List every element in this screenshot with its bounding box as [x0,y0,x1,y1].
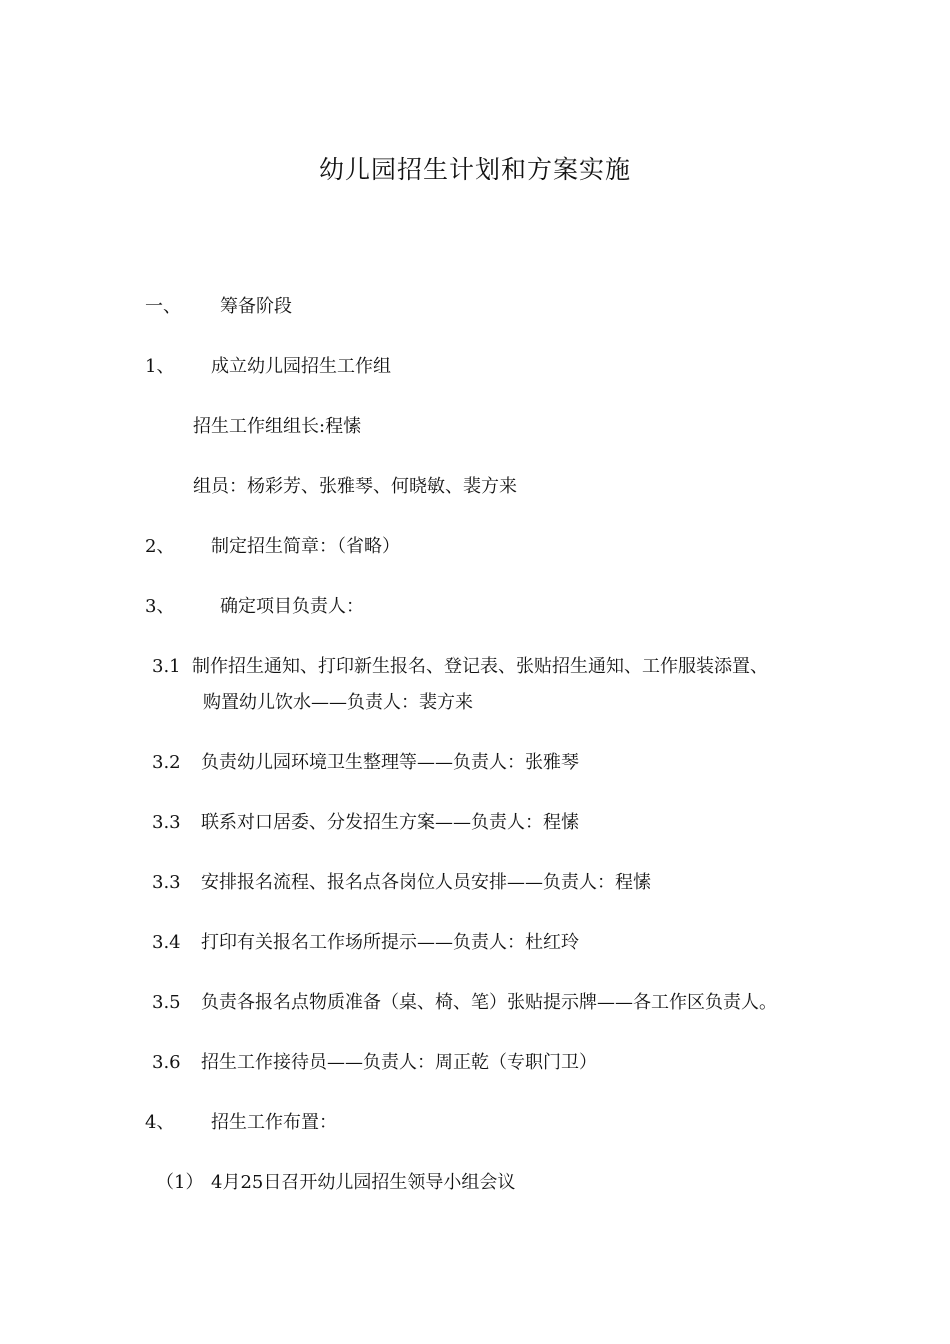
item-text: 确定项目负责人： [220,596,364,617]
section-heading: 筹备阶段 [220,296,292,317]
subitem-number: 3.5 [152,992,181,1013]
section-number: 一、 [145,296,181,317]
subitem-text: 招生工作接待员——负责人：周正乾（专职门卫） [201,1052,597,1073]
item-number: 1、 [145,356,175,377]
subitem-text: 负责各报名点物质准备（桌、椅、笔）张贴提示牌——各工作区负责人。 [201,992,777,1013]
item-text: 成立幼儿园招生工作组 [211,356,391,377]
item-number: 3、 [145,596,175,617]
group-leader-line: 招生工作组组长:程愫 [193,416,362,437]
group-members-line: 组员：杨彩芳、张雅琴、何晓敏、裴方来 [193,476,517,497]
subitem-number: （1） [156,1172,204,1193]
subitem-number: 3.4 [152,932,181,953]
subitem-number: 3.3 [152,872,181,893]
subitem-number: 3.2 [152,752,181,773]
subitem-number: 3.3 [152,812,181,833]
item-text: 招生工作布置： [211,1112,337,1133]
item-text: 制定招生简章：（省略） [211,536,400,557]
subitem-text: 4月25日召开幼儿园招生领导小组会议 [211,1172,516,1193]
document-title: 幼儿园招生计划和方案实施 [318,155,631,184]
subitem-number: 3.6 [152,1052,181,1073]
subitem-text: 负责幼儿园环境卫生整理等——负责人：张雅琴 [201,752,579,773]
subitem-text-continued: 购置幼儿饮水——负责人：裴方来 [203,692,473,713]
item-number: 4、 [145,1112,175,1133]
subitem-text: 打印有关报名工作场所提示——负责人：杜红玲 [201,932,579,953]
subitem-text: 制作招生通知、打印新生报名、登记表、张贴招生通知、工作服装添置、 [192,656,768,677]
subitem-text: 联系对口居委、分发招生方案——负责人：程愫 [201,812,579,833]
item-number: 2、 [145,536,175,557]
subitem-text: 安排报名流程、报名点各岗位人员安排——负责人：程愫 [201,872,651,893]
subitem-number: 3.1 [152,656,181,677]
